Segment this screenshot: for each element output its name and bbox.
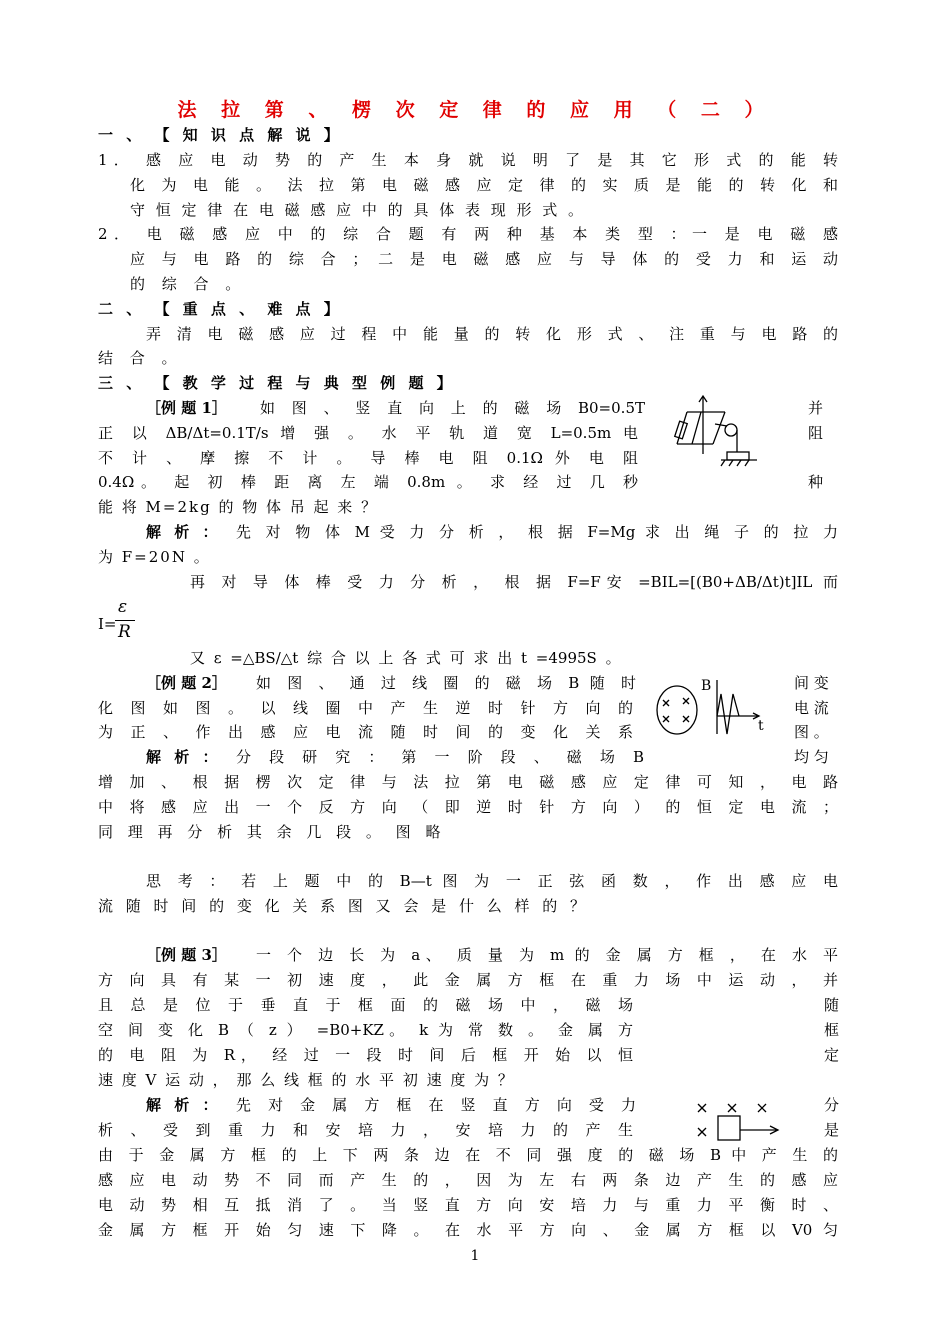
p1-line-1: 1． 感 应 电 动 势 的 产 生 本 身 就 说 明 了 是 其 它 形 式 的 能 转 — [98, 151, 838, 169]
example-2-line-3: 为 正 、 作 出 感 应 电 流 随 时 间 的 变 化 关 系 — [98, 723, 633, 741]
example-1-analysis-3: 再 对 导 体 棒 受 力 分 析 ， 根 据 F=F安 =BIL=[(B0+ΔB/Δt)t]IL 而 — [190, 573, 838, 591]
example-2-analysis-right: 均 匀 — [794, 748, 829, 766]
section-1-heading: 一 、 【 知 识 点 解 说 】 — [98, 126, 343, 144]
example-1-analysis-label: 解 析 ： — [146, 523, 222, 541]
example-2-analysis-2: 增 加 、 根 据 楞 次 定 律 与 法 拉 第 电 磁 感 应 定 律 可 知 ， 电 路 — [98, 773, 838, 791]
example-2-line-2: 化 图 如 图 。 以 线 圈 中 产 生 逆 时 针 方 向 的 — [98, 699, 633, 717]
example-1-right-2: 阻 — [808, 424, 824, 442]
example-1-analysis-4: I= — [98, 615, 117, 633]
p2-line-3: 的 综 合 。 — [130, 275, 247, 293]
example-3-line-3: 且 总 是 位 于 垂 直 于 框 面 的 磁 场 中 ， 磁 场 — [98, 996, 633, 1014]
example-3-analysis-1: 先 对 金 属 方 框 在 竖 直 方 向 受 力 — [236, 1096, 636, 1114]
example-2-label: ［例 题 2］ — [146, 674, 227, 692]
page-number: 1 — [470, 1248, 480, 1264]
example-2-right-2: 电 流 — [794, 699, 829, 717]
example-1-line-2: 正 以 ΔB/Δt=0.1T/s 增 强 。 水 平 轨 道 宽 L=0.5m 电 — [98, 424, 638, 442]
example-2-analysis-label: 解 析 ： — [146, 748, 222, 766]
example-2-analysis-1: 分 段 研 究 ： 第 一 阶 段 、 磁 场 B — [236, 748, 644, 766]
example-1-analysis-1: 先 对 物 体 M 受 力 分 析 ， 根 据 F=Mg 求 出 绳 子 的 拉 力 — [236, 523, 838, 541]
fraction-bar — [115, 620, 135, 621]
example-3-right-1: 随 — [824, 996, 840, 1014]
example-3-line-2: 方 向 具 有 某 一 初 速 度 ， 此 金 属 方 框 在 重 力 场 中 运 动 ， 并 — [98, 971, 838, 989]
example-2-right-3: 图 。 — [794, 723, 829, 741]
example-2-line-1: 如 图 、 通 过 线 圈 的 磁 场 B 随 时 — [256, 674, 636, 692]
example-1-line-4: 0.4Ω。 起 初 棒 距 离 左 端 0.8m 。 求 经 过 几 秒 — [98, 473, 638, 491]
example-2-figure — [655, 674, 770, 738]
example-1-right-1: 并 — [808, 399, 824, 417]
example-3-analysis-3: 由 于 金 属 方 框 的 上 下 两 条 边 在 不 同 强 度 的 磁 场 B 中 产 生 的 — [98, 1146, 838, 1164]
example-3-analysis-6: 金 属 方 框 开 始 匀 速 下 降 。 在 水 平 方 向 、 金 属 方 框 以 V0 匀 — [98, 1221, 838, 1239]
p1-line-3: 守 恒 定 律 在 电 磁 感 应 中 的 具 体 表 现 形 式 。 — [130, 201, 587, 219]
example-1-line-5: 能 将 M=2kg 的 物 体 吊 起 来 ？ — [98, 498, 379, 516]
example-2-analysis-3: 中 将 感 应 出 一 个 反 方 向 （ 即 逆 时 针 方 向 ） 的 恒 定 电 流 ； — [98, 798, 838, 816]
section-2-heading: 二 、 【 重 点 、 难 点 】 — [98, 300, 343, 318]
example-3-right-3: 定 — [824, 1046, 840, 1064]
p2-line-2: 应 与 电 路 的 综 合 ； 二 是 电 磁 感 应 与 导 体 的 受 力 和 运 动 — [130, 250, 838, 268]
example-3-analysis-right-1: 分 — [824, 1096, 840, 1114]
example-3-right-2: 框 — [824, 1021, 840, 1039]
example-3-label: ［例 题 3］ — [146, 946, 227, 964]
example-3-analysis-right-2: 是 — [824, 1121, 840, 1139]
p2-line-1: 2． 电 磁 感 应 中 的 综 合 题 有 两 种 基 本 类 型 ：一 是 电 磁 感 — [98, 225, 838, 243]
example-2-right-1: 间 变 — [794, 674, 829, 692]
example-3-line-4: 空 间 变 化 B （ z ） =B0+KZ。 k 为 常 数 。 金 属 方 — [98, 1021, 633, 1039]
p3-line-2: 结 合 。 — [98, 349, 183, 367]
example-1-right-4: 种 — [808, 473, 824, 491]
example-3-line-1: 一 个 边 长 为 a、 质 量 为 m 的 金 属 方 框 ， 在 水 平 — [256, 946, 838, 964]
example-3-analysis-label: 解 析 ： — [146, 1096, 222, 1114]
example-1-analysis-2: 为 F=20N 。 — [98, 548, 211, 566]
example-1-line-3: 不 计 、 摩 擦 不 计 。 导 棒 电 阻 0.1Ω 外 电 阻 — [98, 449, 638, 467]
example-1-line-1: 如 图 、 竖 直 向 上 的 磁 场 B0=0.5T — [260, 399, 645, 417]
example-3-line-5: 的 电 阻 为 R， 经 过 一 段 时 间 后 框 开 始 以 恒 — [98, 1046, 633, 1064]
p3-line-1: 弄 清 电 磁 感 应 过 程 中 能 量 的 转 化 形 式 、 注 重 与 电 路 的 — [146, 325, 838, 343]
example-3-analysis-4: 感 应 电 动 势 不 同 而 产 生 的 ， 因 为 左 右 两 条 边 产 生 的 感 应 — [98, 1171, 838, 1189]
example-3-line-6: 速 度 V 运 动 ， 那 么 线 框 的 水 平 初 速 度 为 ？ — [98, 1071, 515, 1089]
example-2-analysis-4: 同 理 再 分 析 其 余 几 段 。 图 略 — [98, 823, 446, 841]
section-3-heading: 三 、 【 教 学 过 程 与 典 型 例 题 】 — [98, 374, 456, 392]
page-title: 法 拉 第 、 楞 次 定 律 的 应 用 （ 二 ） — [177, 99, 773, 121]
figure-axis-t: t — [758, 718, 764, 734]
think-line-2: 流 随 时 间 的 变 化 关 系 图 又 会 是 什 么 样 的 ？ — [98, 897, 590, 915]
fraction-numerator: ε — [118, 597, 128, 617]
figure-axis-b: B — [701, 678, 712, 694]
p1-line-2: 化 为 电 能 。 法 拉 第 电 磁 感 应 定 律 的 实 质 是 能 的 转 化 和 — [130, 176, 838, 194]
example-1-analysis-5: 又 ε =△BS/△t 综 合 以 上 各 式 可 求 出 t =4995S 。 — [190, 649, 621, 667]
example-3-analysis-5: 电 动 势 相 互 抵 消 了 。 当 竖 直 方 向 安 培 力 与 重 力 平 衡 时 、 — [98, 1196, 838, 1214]
think-line-1: 思 考 ： 若 上 题 中 的 B—t 图 为 一 正 弦 函 数 ， 作 出 感 应 电 — [146, 872, 838, 890]
example-3-analysis-2: 析 、 受 到 重 力 和 安 培 力 ， 安 培 力 的 产 生 — [98, 1121, 633, 1139]
fraction-denominator: R — [118, 622, 131, 642]
example-1-figure — [665, 392, 765, 468]
example-1-label: ［例 题 1］ — [146, 399, 227, 417]
example-3-figure — [690, 1098, 790, 1146]
